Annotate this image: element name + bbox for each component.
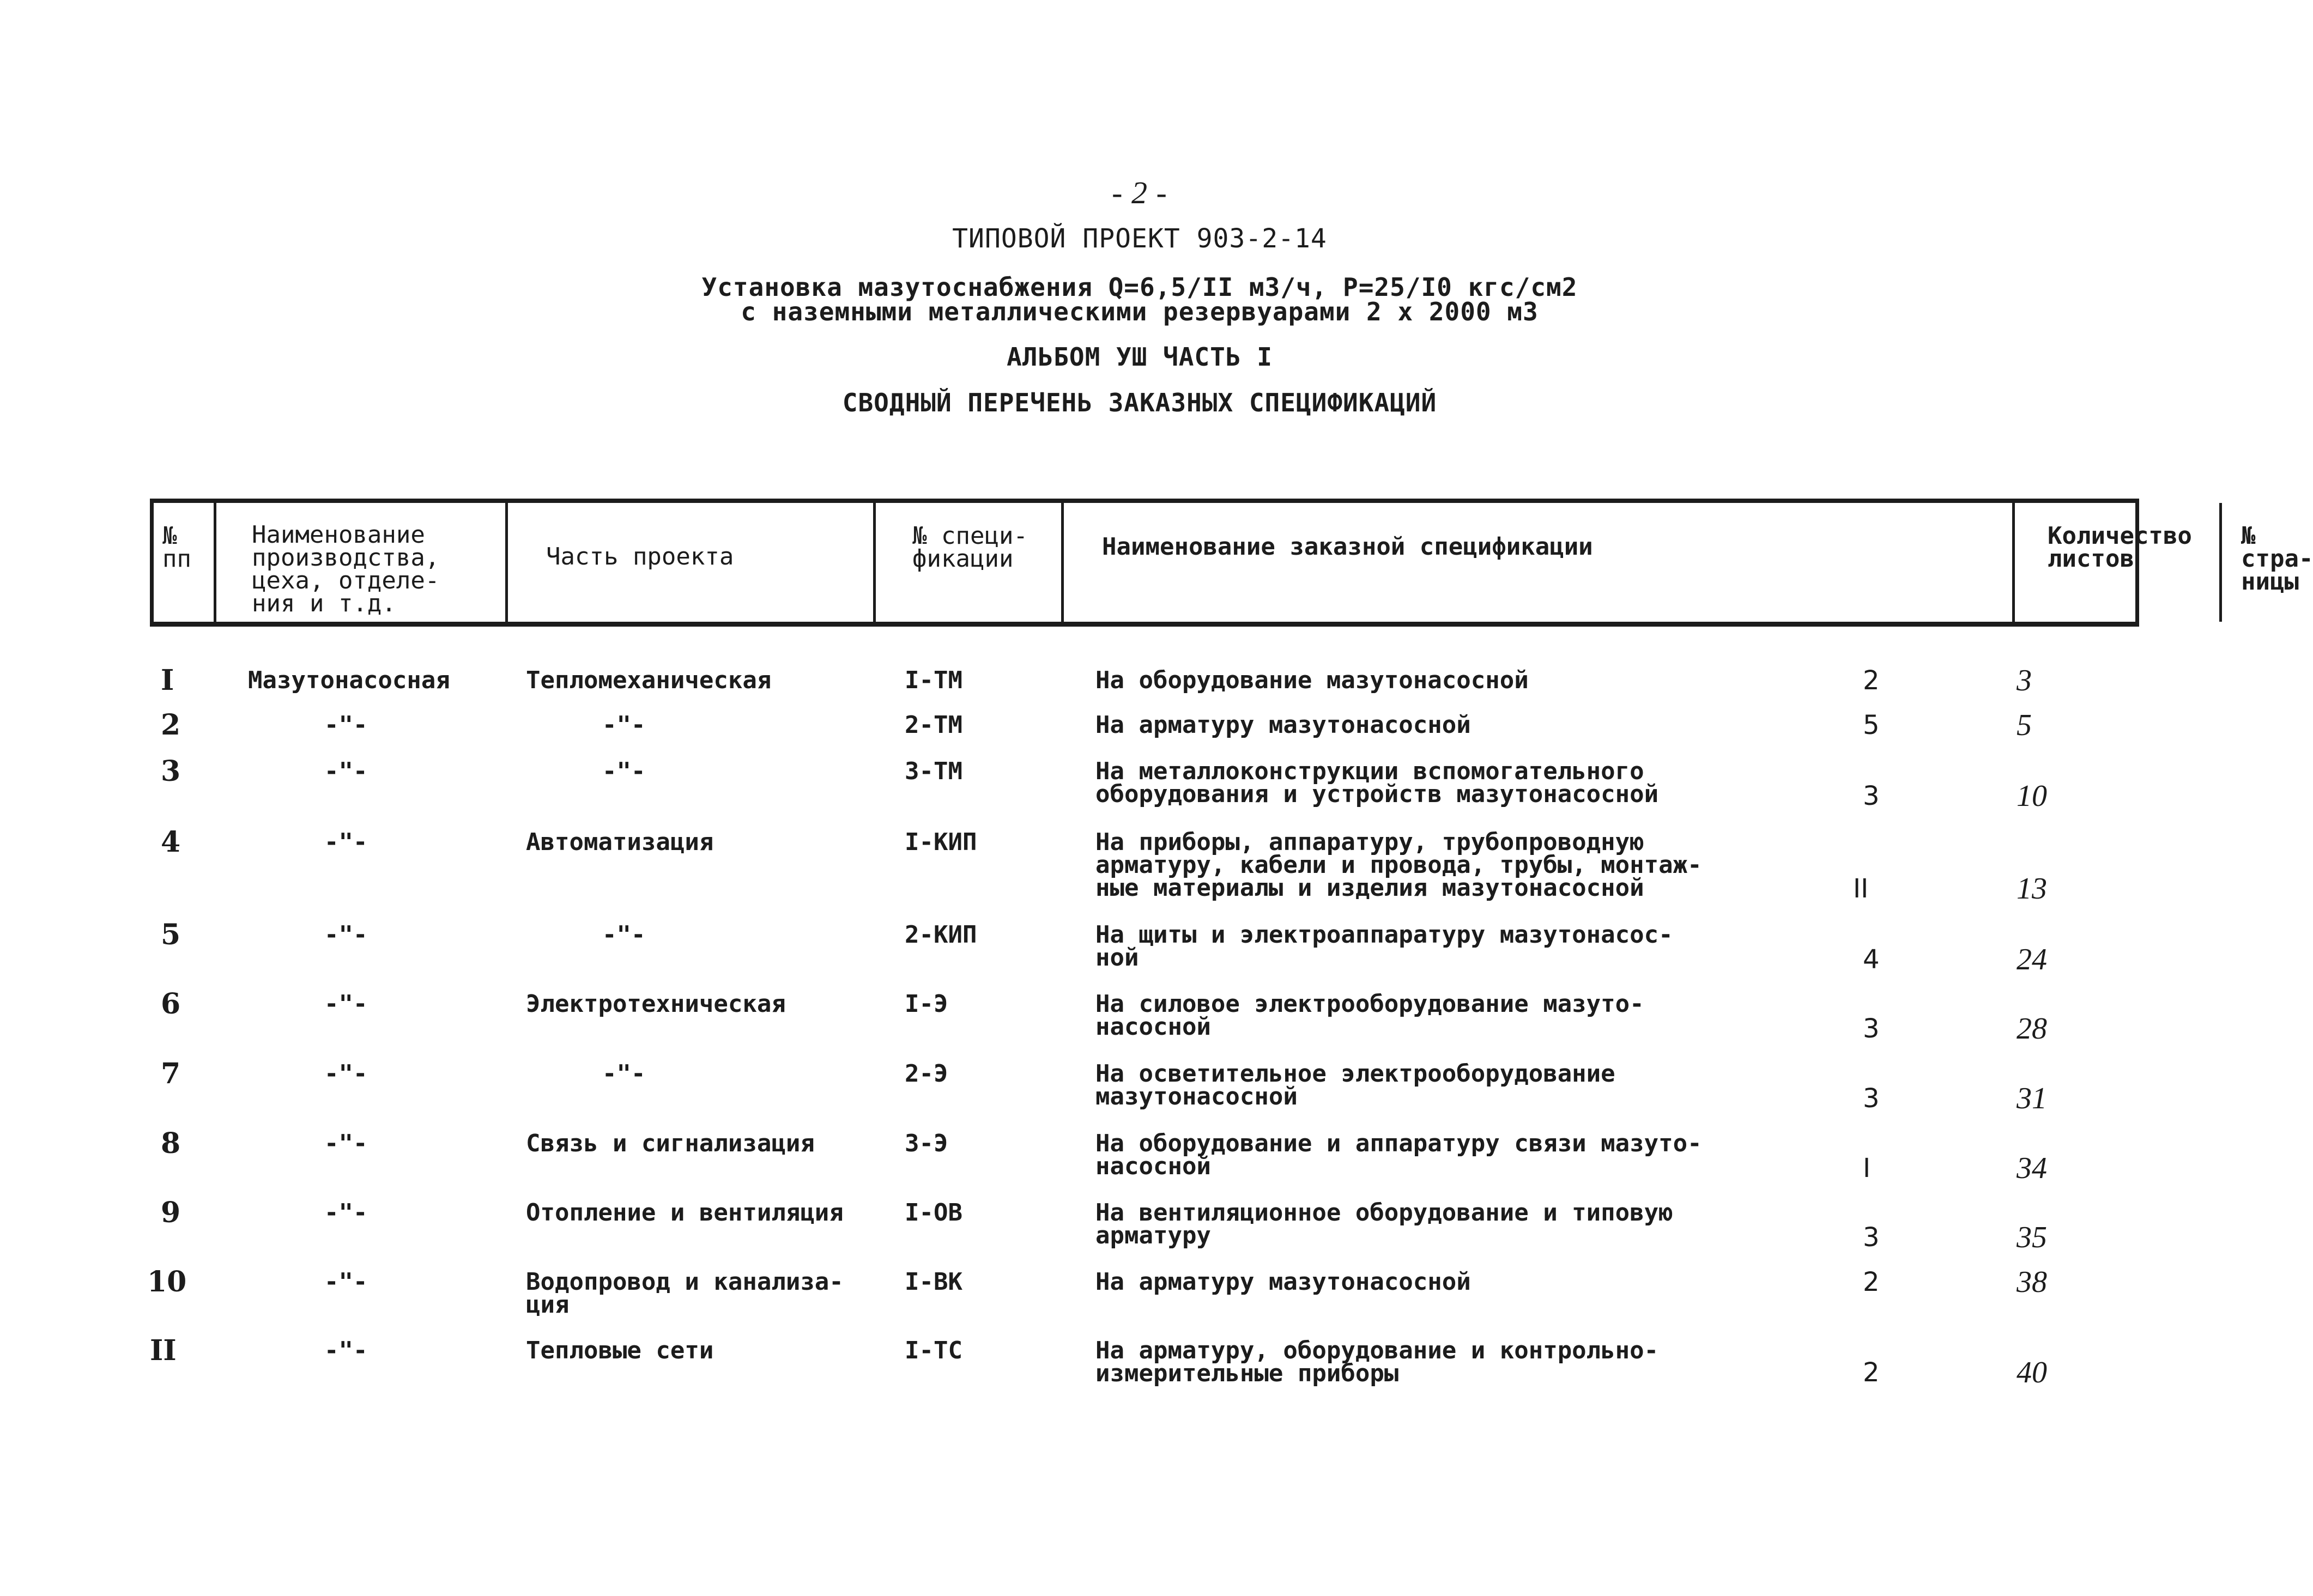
row-project-part: Связь и сигнализация — [526, 1130, 815, 1157]
row-sheets: II — [1853, 873, 1869, 904]
row-production: -"- — [324, 757, 368, 785]
row-number: 6 — [161, 987, 181, 1021]
column-header-production: Наименование производства, цеха, отделе- ния и т.д. — [252, 521, 440, 617]
table-header — [150, 499, 2313, 627]
row-page: 13 — [2017, 872, 2047, 906]
row-spec-name: На оборудование мазутонасосной — [1095, 666, 1529, 694]
subtitle-line-1: Установка мазутоснабжения Q=6,5/II м3/ч, P=25/I0 кгс/см2 — [701, 272, 1578, 302]
row-spec-name: На силовое электрооборудование мазуто- насосной — [1095, 990, 1644, 1041]
row-production: -"- — [324, 828, 368, 856]
row-number: 9 — [161, 1196, 181, 1229]
row-production: Мазутонасосная — [248, 666, 450, 694]
row-number: 7 — [161, 1057, 181, 1090]
row-sheets: 3 — [1863, 1222, 1880, 1253]
row-number: 3 — [161, 755, 181, 788]
row-spec-name: На оборудование и аппаратуру связи мазуто- насосной — [1095, 1130, 1702, 1180]
row-production: -"- — [324, 711, 368, 739]
row-project-part: -"- — [602, 921, 646, 949]
row-spec-name: На арматуру мазутонасосной — [1095, 1268, 1471, 1296]
row-spec-name: На вентиляционное оборудование и типовую арматуру — [1095, 1199, 1673, 1249]
row-page: 34 — [2017, 1151, 2047, 1185]
row-spec-name: На осветительное электрооборудование мазутонасосной — [1095, 1060, 1615, 1110]
row-project-part: Автоматизация — [526, 828, 714, 856]
row-page: 40 — [2017, 1356, 2047, 1389]
row-spec-number: 2-ТМ — [905, 711, 962, 739]
row-production: -"- — [324, 921, 368, 949]
document-title: СВОДНЫЙ ПЕРЕЧЕНЬ ЗАКАЗНЫХ СПЕЦИФИКАЦИЙ — [842, 388, 1437, 417]
row-production: -"- — [324, 1130, 368, 1157]
column-header-spec-number: № специ- фикации — [912, 522, 1028, 573]
row-spec-number: I-ТС — [905, 1337, 962, 1364]
project-title: ТИПОВОЙ ПРОЕКТ 903-2-14 — [952, 223, 1327, 254]
row-page: 31 — [2017, 1082, 2047, 1115]
row-number: 2 — [161, 708, 181, 742]
row-project-part: Водопровод и канализа- ция — [526, 1268, 844, 1319]
column-header-project-part: Часть проекта — [546, 543, 734, 571]
row-spec-number: I-Э — [905, 990, 948, 1018]
row-production: -"- — [324, 1337, 368, 1364]
subtitle-line-2: с наземными металлическими резервуарами 2 х 2000 м3 — [741, 297, 1539, 326]
row-sheets: 3 — [1863, 781, 1880, 811]
row-number: II — [150, 1334, 177, 1367]
row-number: 8 — [161, 1127, 181, 1160]
row-production: -"- — [324, 1060, 368, 1088]
row-spec-number: 2-Э — [905, 1060, 948, 1088]
row-sheets: 3 — [1863, 1014, 1880, 1044]
row-project-part: Тепломеханическая — [526, 666, 772, 694]
column-header-page: № стра- ницы — [2241, 522, 2313, 596]
row-spec-number: I-ВК — [905, 1268, 962, 1296]
row-production: -"- — [324, 990, 368, 1018]
row-spec-number: I-КИП — [905, 828, 977, 856]
page-number: - 2 - — [1112, 175, 1167, 210]
row-number: 5 — [161, 918, 181, 951]
row-production: -"- — [324, 1199, 368, 1227]
row-number: 4 — [161, 826, 181, 859]
row-project-part: Электротехническая — [526, 990, 786, 1018]
row-spec-number: 3-Э — [905, 1130, 948, 1157]
row-page: 10 — [2017, 779, 2047, 813]
row-spec-number: 3-ТМ — [905, 757, 962, 785]
row-page: 3 — [2017, 664, 2032, 697]
row-page: 35 — [2017, 1221, 2047, 1254]
row-project-part: Тепловые сети — [526, 1337, 714, 1364]
album-title: АЛЬБОМ УШ ЧАСТЬ I — [1007, 342, 1273, 372]
row-page: 5 — [2017, 708, 2032, 742]
row-spec-name: На арматуру мазутонасосной — [1095, 711, 1471, 739]
row-spec-name: На арматуру, оборудование и контрольно- измерительные приборы — [1095, 1337, 1659, 1387]
row-spec-number: I-ОВ — [905, 1199, 962, 1227]
row-production: -"- — [324, 1268, 368, 1296]
row-sheets: 2 — [1863, 665, 1880, 696]
column-header-spec-name: Наименование заказной спецификации — [1102, 533, 1593, 561]
row-sheets: 2 — [1863, 1267, 1880, 1297]
row-spec-name: На приборы, аппаратуру, трубопроводную арматуру, кабели и провода, трубы, монтаж- ные материалы и изделия мазутонасосной — [1095, 828, 1702, 902]
row-page: 28 — [2017, 1012, 2047, 1046]
row-spec-name: На металлоконструкции вспомогательного оборудования и устройств мазутонасосной — [1095, 757, 1659, 808]
row-page: 38 — [2017, 1265, 2047, 1299]
row-number: 10 — [147, 1265, 187, 1298]
row-sheets: 3 — [1863, 1083, 1880, 1114]
column-header-number: № пп — [162, 522, 191, 573]
row-spec-number: 2-КИП — [905, 921, 977, 949]
row-sheets: I — [1863, 1153, 1871, 1184]
row-sheets: 5 — [1863, 710, 1880, 741]
row-project-part: -"- — [602, 1060, 646, 1088]
row-spec-name: На щиты и электроаппаратуру мазутонасос- ной — [1095, 921, 1673, 972]
row-sheets: 2 — [1863, 1357, 1880, 1388]
column-header-sheets: Количество листов — [2048, 522, 2192, 573]
row-page: 24 — [2017, 943, 2047, 976]
row-project-part: Отопление и вентиляция — [526, 1199, 844, 1227]
row-number: I — [161, 664, 174, 697]
row-project-part: -"- — [602, 757, 646, 785]
row-sheets: 4 — [1863, 944, 1880, 975]
row-project-part: -"- — [602, 711, 646, 739]
row-spec-number: I-ТМ — [905, 666, 962, 694]
